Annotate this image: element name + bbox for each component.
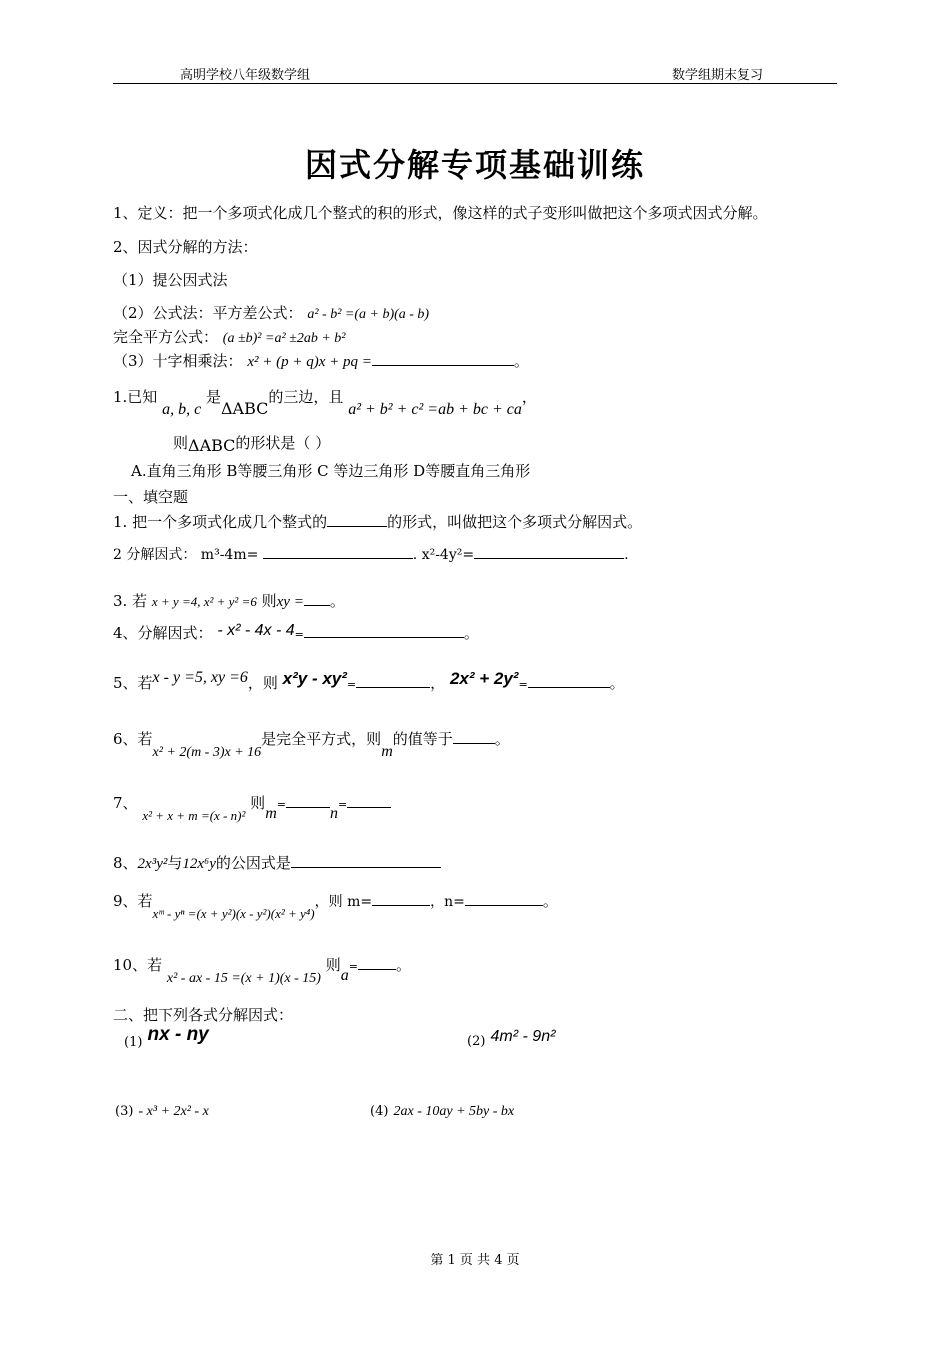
question-9 — [113, 890, 558, 921]
question-text: 1. 把一个多项式化成几个整式的 — [113, 513, 328, 531]
method-2b — [113, 326, 345, 347]
answer-blank[interactable] — [304, 623, 464, 638]
answer-blank[interactable] — [263, 544, 413, 559]
question-text: 则 — [325, 956, 341, 974]
question-formula: xᵐ - yⁿ =(x + y²)(x - y²)(x² + y⁴) — [152, 906, 315, 921]
method-3-label: （3）十字相乘法： — [113, 352, 243, 370]
question-text: 的值等于 — [392, 730, 453, 748]
example-text: 的三边，且 — [268, 388, 344, 406]
question-6 — [113, 728, 510, 760]
problem-3 — [115, 1100, 209, 1120]
question-formula: x + y =4, x² + y² =6 — [151, 594, 257, 609]
question-text: 的公因式是 — [215, 854, 291, 872]
methods-heading: 2、因式分解的方法： — [113, 238, 258, 256]
question-variable: m — [265, 805, 277, 822]
question-3 — [113, 590, 345, 611]
question-text: 8、 — [113, 854, 138, 872]
question-text: ，n= — [430, 894, 465, 910]
problem-4 — [370, 1100, 514, 1120]
example-condition-formula: a² + b² + c² =ab + bc + ca — [348, 401, 522, 418]
period: 。 — [513, 352, 529, 370]
question-text: ，则 m= — [314, 894, 373, 910]
triangle-symbol: ΔABC — [188, 436, 236, 455]
question-formula: 2x² + 2y² — [449, 669, 519, 688]
question-text: 9、若 — [113, 892, 153, 910]
question-formula: xy = — [276, 594, 304, 610]
question-formula: x² + 2(m - 3)x + 16 — [152, 745, 262, 760]
question-formula: 12x⁶y — [182, 856, 216, 872]
question-text: 。 — [609, 674, 625, 692]
answer-blank[interactable] — [528, 673, 610, 688]
example-text: 是 — [205, 388, 221, 406]
method-3 — [113, 350, 529, 371]
comma: ， — [430, 674, 446, 692]
header-right: 数学组期末复习 — [672, 68, 764, 83]
method-1: （1）提公因式法 — [113, 271, 228, 289]
problem-label: (3) — [115, 1104, 134, 1119]
question-text: 3. 若 — [113, 592, 148, 610]
question-text: 4、分解因式： — [113, 624, 213, 642]
question-formula: x - y =5, xy =6 — [152, 669, 248, 686]
section-1-heading: 一、填空题 — [113, 488, 189, 506]
question-8 — [113, 852, 441, 873]
equals: = — [337, 798, 348, 811]
problem-formula: - x³ + 2x² - x — [138, 1104, 209, 1119]
question-text: 。 — [329, 592, 345, 610]
question-variable: n — [329, 805, 338, 822]
question-text: ，则 — [247, 674, 278, 692]
question-text: 是完全平方式，则 — [261, 730, 382, 748]
answer-blank[interactable] — [304, 591, 330, 606]
answer-blank[interactable] — [286, 799, 330, 808]
page-footer: 第 1 页 共 4 页 — [430, 1253, 520, 1268]
question-text: 。 — [395, 956, 411, 974]
question-text: 则 — [261, 592, 277, 610]
example-prefix: 1.已知 — [113, 388, 158, 406]
question-1 — [113, 511, 642, 532]
question-text: 与 — [167, 854, 183, 872]
question-text: 5、若 — [113, 674, 153, 692]
problem-label: (1) — [124, 1035, 143, 1050]
page-title: 因式分解专项基础训练 — [304, 146, 645, 184]
equals: = — [294, 628, 304, 641]
question-10 — [113, 954, 411, 986]
question-formula: x²y - xy² — [282, 669, 347, 688]
method-2 — [113, 302, 429, 323]
answer-blank[interactable] — [453, 729, 495, 744]
equals: = — [276, 798, 286, 811]
problem-label: (2) — [467, 1034, 486, 1049]
question-text: 则 — [250, 794, 266, 812]
triangle-symbol: ΔABC — [221, 399, 269, 418]
perfect-square-formula: (a ±b)² =a² ±2ab + b² — [222, 331, 346, 346]
equals: = — [346, 678, 357, 691]
question-text: . — [624, 547, 629, 563]
question-text: 。 — [494, 730, 510, 748]
definition: 1、定义：把一个多项式化成几个整式的积的形式，像这样的式子变形叫做把这个多项式因式分解。 — [113, 204, 768, 222]
example-text: 则 — [173, 434, 189, 452]
question-text: 。 — [542, 892, 558, 910]
answer-blank[interactable] — [372, 351, 514, 366]
header-rule — [113, 83, 837, 84]
problem-formula: nx - ny — [147, 1024, 209, 1045]
question-5 — [113, 669, 625, 693]
triangle-sides: a, b, c — [162, 401, 202, 418]
problem-2 — [467, 1030, 555, 1050]
question-formula: x² - ax - 15 =(x + 1)(x - 15) — [166, 971, 321, 986]
question-text: 2 分解因式： m³-4m= — [113, 547, 259, 563]
question-formula: 2x³y² — [137, 856, 168, 872]
header-left: 高明学校八年级数学组 — [180, 68, 311, 83]
answer-blank[interactable] — [356, 673, 430, 688]
question-variable: a — [340, 967, 349, 984]
difference-of-squares-formula: a² - b² =(a + b)(a - b) — [307, 307, 430, 322]
example-line-1 — [113, 386, 537, 418]
question-formula: - x² - 4x - 4 — [217, 622, 295, 639]
answer-blank[interactable] — [372, 891, 430, 906]
question-2 — [113, 544, 629, 564]
answer-blank[interactable] — [291, 853, 441, 868]
question-text: 的形式，叫做把这个多项式分解因式。 — [387, 513, 643, 531]
answer-blank[interactable] — [474, 544, 624, 559]
equals: = — [348, 960, 358, 973]
method-2b-label: 完全平方公式： — [113, 328, 219, 346]
question-4 — [113, 622, 479, 643]
example-line-2 — [173, 432, 330, 453]
example-options: A.直角三角形 B等腰三角形 C 等边三角形 D等腰直角三角形 — [131, 462, 531, 480]
problem-label: (4) — [370, 1104, 389, 1119]
question-7 — [113, 792, 391, 823]
question-text: 10、若 — [113, 956, 163, 974]
question-formula: x² + x + m =(x - n)² — [142, 808, 246, 823]
answer-blank[interactable] — [327, 512, 387, 527]
problem-formula: 4m² - 9n² — [490, 1028, 556, 1045]
section-2-heading: 二、把下列各式分解因式： — [113, 1006, 294, 1024]
question-variable: m — [381, 743, 393, 760]
question-text: 。 — [463, 624, 479, 642]
equals: = — [518, 678, 528, 691]
method-2-label: （2）公式法：平方差公式： — [113, 304, 303, 322]
comma: ， — [521, 388, 537, 406]
answer-blank[interactable] — [465, 891, 543, 906]
question-text: 6、若 — [113, 730, 153, 748]
problem-formula: 2ax - 10ay + 5by - bx — [393, 1104, 515, 1119]
problem-1 — [124, 1024, 209, 1052]
question-text: . x²-4y²= — [412, 547, 475, 563]
cross-multiplication-formula: x² + (p + q)x + pq = — [247, 354, 372, 370]
example-question: 的形状是（ ） — [235, 434, 331, 452]
answer-blank[interactable] — [358, 961, 396, 970]
answer-blank[interactable] — [347, 799, 391, 808]
question-text: 7、 — [113, 794, 138, 812]
